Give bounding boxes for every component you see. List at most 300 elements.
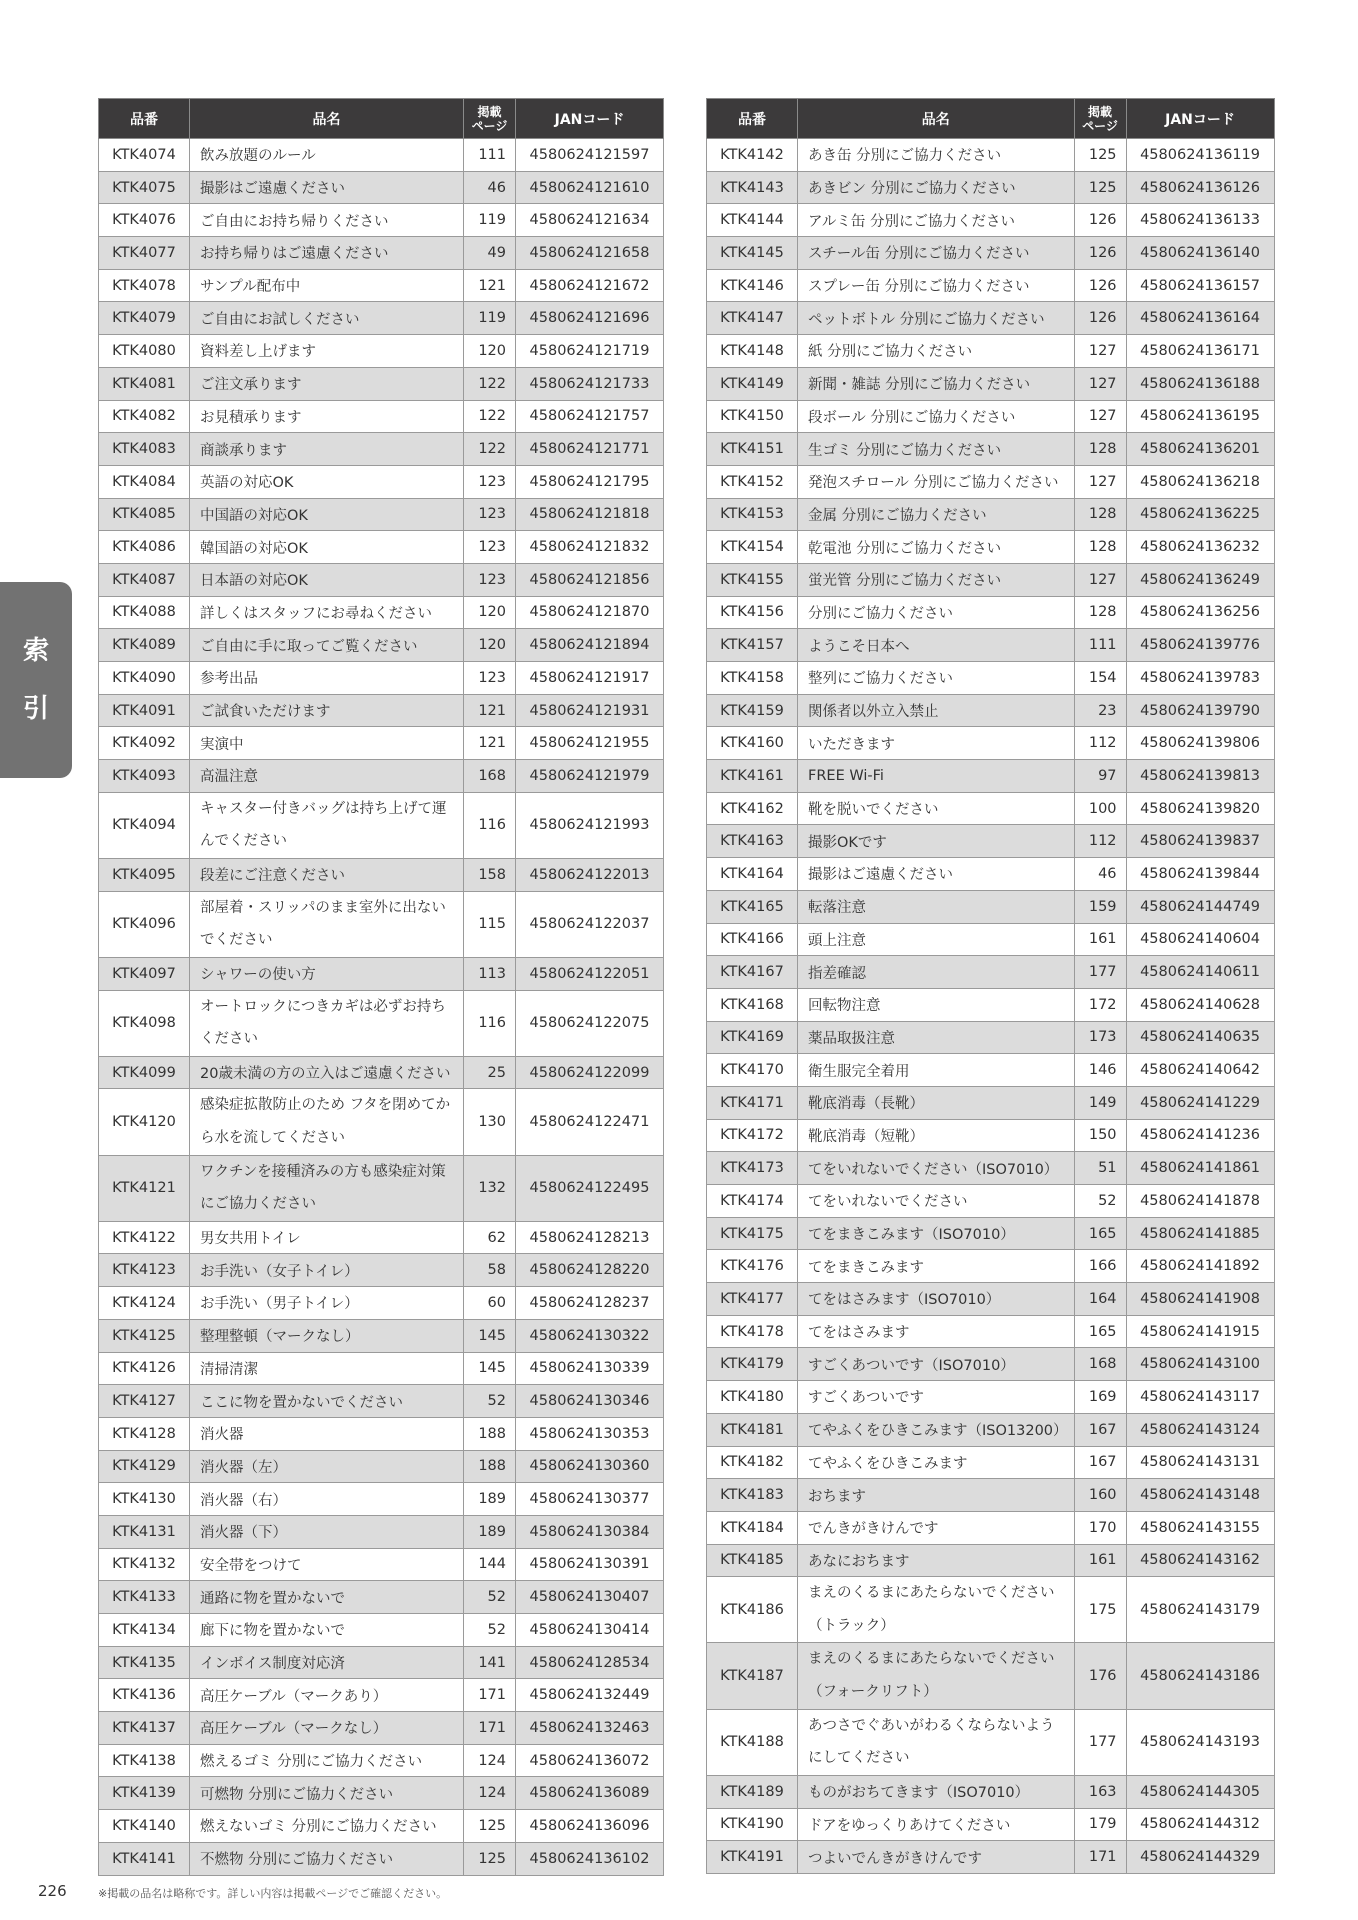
cell-page: 126 [1074, 237, 1126, 270]
table-header-row [707, 99, 1275, 139]
cell-page: 169 [1074, 1381, 1126, 1414]
cell-page: 127 [1074, 367, 1126, 400]
cell-code: KTK4172 [707, 1119, 798, 1152]
cell-code: KTK4174 [707, 1185, 798, 1218]
cell-jan: 4580624121696 [516, 302, 664, 335]
cell-page: 177 [1074, 1709, 1126, 1775]
cell-page: 123 [464, 531, 516, 564]
table-row [99, 1842, 664, 1875]
cell-name: 可燃物 分別にご協力ください [190, 1777, 464, 1810]
cell-name: 消火器（右） [190, 1483, 464, 1516]
cell-page: 171 [1074, 1841, 1126, 1874]
cell-jan: 4580624121832 [516, 531, 664, 564]
cell-name: シャワーの使い方 [190, 957, 464, 990]
cell-page: 123 [464, 662, 516, 695]
table-row [707, 1021, 1275, 1054]
cell-page: 120 [464, 629, 516, 662]
cell-code: KTK4129 [99, 1450, 190, 1483]
cell-page: 115 [464, 891, 516, 957]
cell-code: KTK4082 [99, 400, 190, 433]
cell-jan: 4580624143148 [1126, 1479, 1274, 1512]
cell-code: KTK4085 [99, 498, 190, 531]
table-row [707, 1086, 1275, 1119]
cell-name: 撮影はご遠慮ください [190, 171, 464, 204]
cell-jan: 4580624136249 [1126, 563, 1274, 596]
cell-code: KTK4148 [707, 335, 798, 368]
cell-jan: 4580624130407 [516, 1581, 664, 1614]
cell-jan: 4580624130322 [516, 1319, 664, 1352]
table-row [707, 1775, 1275, 1808]
cell-jan: 4580624136096 [516, 1810, 664, 1843]
cell-jan: 4580624121771 [516, 433, 664, 466]
cell-page: 159 [1074, 890, 1126, 923]
cell-name: ようこそ日本へ [798, 629, 1075, 662]
table-row [707, 662, 1275, 695]
cell-code: KTK4187 [707, 1643, 798, 1709]
cell-code: KTK4126 [99, 1352, 190, 1385]
cell-code: KTK4141 [99, 1842, 190, 1875]
cell-name: 回転物注意 [798, 988, 1075, 1021]
table-row [707, 433, 1275, 466]
cell-name: スチール缶 分別にご協力ください [798, 237, 1075, 270]
table-row [99, 792, 664, 858]
cell-name: 20歳未満の方の立入はご遠慮ください [190, 1056, 464, 1089]
cell-name: 男女共用トイレ [190, 1221, 464, 1254]
table-row [99, 367, 664, 400]
cell-code: KTK4092 [99, 727, 190, 760]
cell-page: 171 [464, 1679, 516, 1712]
cell-name: ご自由にお持ち帰りください [190, 204, 464, 237]
table-row [707, 1348, 1275, 1381]
table-row [707, 1511, 1275, 1544]
cell-name: 商談承ります [190, 433, 464, 466]
cell-name: 燃えるゴミ 分別にご協力ください [190, 1744, 464, 1777]
cell-code: KTK4138 [99, 1744, 190, 1777]
cell-page: 177 [1074, 956, 1126, 989]
cell-code: KTK4156 [707, 596, 798, 629]
cell-page: 128 [1074, 433, 1126, 466]
table-row [99, 694, 664, 727]
cell-code: KTK4097 [99, 957, 190, 990]
table-row [707, 171, 1275, 204]
table-row [707, 1643, 1275, 1709]
cell-page: 126 [1074, 269, 1126, 302]
table-row [707, 400, 1275, 433]
table-row [707, 858, 1275, 891]
cell-name: ご試食いただけます [190, 694, 464, 727]
table-row [99, 1221, 664, 1254]
table-row [707, 760, 1275, 793]
table-row [707, 1315, 1275, 1348]
cell-jan: 4580624121733 [516, 367, 664, 400]
cell-code: KTK4165 [707, 890, 798, 923]
cell-name: 飲み放題のルール [190, 139, 464, 172]
cell-jan: 4580624136225 [1126, 498, 1274, 531]
cell-name: 不燃物 分別にご協力ください [190, 1842, 464, 1875]
cell-code: KTK4140 [99, 1810, 190, 1843]
cell-code: KTK4133 [99, 1581, 190, 1614]
table-row [99, 957, 664, 990]
cell-page: 145 [464, 1352, 516, 1385]
cell-code: KTK4152 [707, 465, 798, 498]
cell-page: 161 [1074, 923, 1126, 956]
cell-code: KTK4188 [707, 1709, 798, 1775]
cell-code: KTK4080 [99, 335, 190, 368]
cell-jan: 4580624122051 [516, 957, 664, 990]
table-row [99, 498, 664, 531]
table-row [707, 1250, 1275, 1283]
cell-name: 参考出品 [190, 662, 464, 695]
cell-jan: 4580624144749 [1126, 890, 1274, 923]
page-number: 226 [38, 1882, 67, 1900]
cell-page: 97 [1074, 760, 1126, 793]
table-row [99, 1089, 664, 1155]
cell-name: あつさでぐあいがわるくならないようにしてください [798, 1709, 1075, 1775]
table-row [707, 727, 1275, 760]
cell-name: 転落注意 [798, 890, 1075, 923]
table-row [99, 1777, 664, 1810]
cell-name: スプレー缶 分別にご協力ください [798, 269, 1075, 302]
table-row [99, 433, 664, 466]
cell-jan: 4580624143155 [1126, 1511, 1274, 1544]
cell-code: KTK4093 [99, 760, 190, 793]
cell-page: 116 [464, 990, 516, 1056]
cell-jan: 4580624139820 [1126, 792, 1274, 825]
cell-page: 52 [1074, 1185, 1126, 1218]
cell-jan: 4580624130414 [516, 1614, 664, 1647]
cell-page: 120 [464, 335, 516, 368]
cell-page: 62 [464, 1221, 516, 1254]
table-row [707, 792, 1275, 825]
header-name: 品名 [190, 99, 464, 139]
cell-page: 161 [1074, 1544, 1126, 1577]
header-code: 品番 [707, 99, 798, 139]
cell-page: 121 [464, 727, 516, 760]
cell-jan: 4580624130353 [516, 1417, 664, 1450]
cell-code: KTK4164 [707, 858, 798, 891]
cell-code: KTK4173 [707, 1152, 798, 1185]
cell-name: 整理整頓（マークなし） [190, 1319, 464, 1352]
header-page-label: 掲載 ページ [1082, 104, 1118, 133]
cell-jan: 4580624121719 [516, 335, 664, 368]
cell-jan: 4580624141878 [1126, 1185, 1274, 1218]
table-row [99, 400, 664, 433]
cell-page: 176 [1074, 1643, 1126, 1709]
table-row [99, 563, 664, 596]
table-row [99, 891, 664, 957]
cell-jan: 4580624121917 [516, 662, 664, 695]
cell-name: お持ち帰りはご遠慮ください [190, 237, 464, 270]
table-row [707, 1544, 1275, 1577]
table-row [707, 1381, 1275, 1414]
cell-code: KTK4175 [707, 1217, 798, 1250]
cell-page: 170 [1074, 1511, 1126, 1544]
cell-code: KTK4087 [99, 563, 190, 596]
cell-jan: 4580624139837 [1126, 825, 1274, 858]
cell-name: 高温注意 [190, 760, 464, 793]
table-row [707, 1283, 1275, 1316]
cell-name: てをはさみます（ISO7010） [798, 1283, 1075, 1316]
cell-page: 146 [1074, 1054, 1126, 1087]
cell-name: いただきます [798, 727, 1075, 760]
table-row [99, 269, 664, 302]
cell-name: 靴を脱いでください [798, 792, 1075, 825]
header-page [1074, 99, 1126, 139]
cell-jan: 4580624121795 [516, 465, 664, 498]
cell-code: KTK4077 [99, 237, 190, 270]
cell-name: ご自由に手に取ってご覧ください [190, 629, 464, 662]
cell-page: 128 [1074, 531, 1126, 564]
footnote: ※掲載の品名は略称です。詳しい内容は掲載ページでご確認ください。 [98, 1887, 448, 1900]
cell-name: 詳しくはスタッフにお尋ねください [190, 596, 464, 629]
table-row [99, 139, 664, 172]
cell-page: 123 [464, 465, 516, 498]
cell-page: 163 [1074, 1775, 1126, 1808]
table-row [707, 825, 1275, 858]
cell-name: 紙 分別にご協力ください [798, 335, 1075, 368]
table-row [707, 139, 1275, 172]
table-row [99, 1515, 664, 1548]
side-tab-char-1: 索 [22, 636, 49, 666]
cell-code: KTK4088 [99, 596, 190, 629]
cell-code: KTK4147 [707, 302, 798, 335]
cell-name: てやふくをひきこみます（ISO13200） [798, 1413, 1075, 1446]
cell-jan: 4580624121672 [516, 269, 664, 302]
table-row [99, 237, 664, 270]
cell-page: 46 [1074, 858, 1126, 891]
cell-page: 167 [1074, 1446, 1126, 1479]
cell-page: 165 [1074, 1315, 1126, 1348]
cell-jan: 4580624143193 [1126, 1709, 1274, 1775]
cell-code: KTK4130 [99, 1483, 190, 1516]
cell-jan: 4580624143186 [1126, 1643, 1274, 1709]
cell-jan: 4580624130377 [516, 1483, 664, 1516]
cell-page: 122 [464, 400, 516, 433]
cell-name: あき缶 分別にご協力ください [798, 139, 1075, 172]
table-row [99, 662, 664, 695]
index-side-tab [0, 582, 72, 778]
cell-name: 撮影OKです [798, 825, 1075, 858]
cell-jan: 4580624122099 [516, 1056, 664, 1089]
cell-name: 実演中 [190, 727, 464, 760]
cell-name: てをまきこみます [798, 1250, 1075, 1283]
cell-code: KTK4095 [99, 858, 190, 891]
cell-name: 衛生服完全着用 [798, 1054, 1075, 1087]
cell-code: KTK4075 [99, 171, 190, 204]
cell-name: 高圧ケーブル（マークなし） [190, 1712, 464, 1745]
cell-code: KTK4189 [707, 1775, 798, 1808]
cell-name: すごくあついです [798, 1381, 1075, 1414]
cell-page: 127 [1074, 563, 1126, 596]
cell-page: 121 [464, 694, 516, 727]
cell-jan: 4580624121856 [516, 563, 664, 596]
table-row [99, 465, 664, 498]
cell-code: KTK4153 [707, 498, 798, 531]
cell-name: てをはさみます [798, 1315, 1075, 1348]
table-row [707, 1577, 1275, 1643]
cell-code: KTK4158 [707, 662, 798, 695]
cell-jan: 4580624143117 [1126, 1381, 1274, 1414]
cell-page: 128 [1074, 596, 1126, 629]
cell-code: KTK4155 [707, 563, 798, 596]
table-row [707, 629, 1275, 662]
cell-code: KTK4099 [99, 1056, 190, 1089]
table-row [99, 531, 664, 564]
cell-page: 168 [1074, 1348, 1126, 1381]
cell-code: KTK4079 [99, 302, 190, 335]
cell-name: 発泡スチロール 分別にご協力ください [798, 465, 1075, 498]
cell-code: KTK4178 [707, 1315, 798, 1348]
cell-name: インボイス制度対応済 [190, 1646, 464, 1679]
cell-name: サンプル配布中 [190, 269, 464, 302]
cell-page: 25 [464, 1056, 516, 1089]
cell-name: 分別にご協力ください [798, 596, 1075, 629]
cell-name: 韓国語の対応OK [190, 531, 464, 564]
cell-name: 指差確認 [798, 956, 1075, 989]
cell-code: KTK4084 [99, 465, 190, 498]
cell-jan: 4580624136089 [516, 1777, 664, 1810]
table-row [707, 269, 1275, 302]
cell-jan: 4580624139790 [1126, 694, 1274, 727]
cell-name: 中国語の対応OK [190, 498, 464, 531]
cell-page: 132 [464, 1155, 516, 1221]
cell-name: 廊下に物を置かないで [190, 1614, 464, 1647]
table-row [99, 629, 664, 662]
cell-page: 165 [1074, 1217, 1126, 1250]
cell-page: 127 [1074, 335, 1126, 368]
cell-page: 149 [1074, 1086, 1126, 1119]
table-row [99, 1548, 664, 1581]
cell-jan: 4580624121818 [516, 498, 664, 531]
header-code: 品番 [99, 99, 190, 139]
cell-code: KTK4094 [99, 792, 190, 858]
table-row [99, 1483, 664, 1516]
cell-jan: 4580624136188 [1126, 367, 1274, 400]
cell-name: お見積承ります [190, 400, 464, 433]
cell-code: KTK4183 [707, 1479, 798, 1512]
side-tab-char-2: 引 [22, 694, 49, 724]
cell-jan: 4580624121610 [516, 171, 664, 204]
cell-code: KTK4124 [99, 1287, 190, 1320]
cell-name: ドアをゆっくりあけてください [798, 1808, 1075, 1841]
cell-page: 126 [1074, 302, 1126, 335]
cell-jan: 4580624121931 [516, 694, 664, 727]
cell-page: 145 [464, 1319, 516, 1352]
cell-code: KTK4096 [99, 891, 190, 957]
table-row [707, 694, 1275, 727]
table-row [707, 1152, 1275, 1185]
table-row [707, 1446, 1275, 1479]
cell-name: ワクチンを接種済みの方も感染症対策にご協力ください [190, 1155, 464, 1221]
cell-code: KTK4180 [707, 1381, 798, 1414]
table-row [707, 498, 1275, 531]
cell-name: あなにおちます [798, 1544, 1075, 1577]
cell-page: 175 [1074, 1577, 1126, 1643]
table-row [707, 1217, 1275, 1250]
table-row [99, 1614, 664, 1647]
cell-jan: 4580624136164 [1126, 302, 1274, 335]
cell-code: KTK4167 [707, 956, 798, 989]
table-row [707, 563, 1275, 596]
cell-jan: 4580624136218 [1126, 465, 1274, 498]
cell-jan: 4580624130339 [516, 1352, 664, 1385]
cell-name: ペットボトル 分別にご協力ください [798, 302, 1075, 335]
table-row [707, 988, 1275, 1021]
cell-name: FREE Wi-Fi [798, 760, 1075, 793]
cell-jan: 4580624139844 [1126, 858, 1274, 891]
table-row [99, 302, 664, 335]
cell-name: 乾電池 分別にご協力ください [798, 531, 1075, 564]
cell-code: KTK4120 [99, 1089, 190, 1155]
cell-code: KTK4078 [99, 269, 190, 302]
cell-name: 金属 分別にご協力ください [798, 498, 1075, 531]
cell-name: てをいれないでください [798, 1185, 1075, 1218]
table-row [707, 237, 1275, 270]
cell-page: 113 [464, 957, 516, 990]
cell-page: 111 [1074, 629, 1126, 662]
cell-code: KTK4186 [707, 1577, 798, 1643]
table-row [99, 1385, 664, 1418]
cell-name: ご自由にお試しください [190, 302, 464, 335]
cell-code: KTK4169 [707, 1021, 798, 1054]
cell-code: KTK4185 [707, 1544, 798, 1577]
cell-jan: 4580624122075 [516, 990, 664, 1056]
cell-jan: 4580624130391 [516, 1548, 664, 1581]
cell-code: KTK4191 [707, 1841, 798, 1874]
cell-code: KTK4076 [99, 204, 190, 237]
cell-page: 125 [1074, 139, 1126, 172]
cell-page: 23 [1074, 694, 1126, 727]
cell-name: 日本語の対応OK [190, 563, 464, 596]
cell-code: KTK4151 [707, 433, 798, 466]
cell-page: 121 [464, 269, 516, 302]
cell-jan: 4580624122013 [516, 858, 664, 891]
cell-jan: 4580624143179 [1126, 1577, 1274, 1643]
cell-page: 189 [464, 1483, 516, 1516]
cell-page: 51 [1074, 1152, 1126, 1185]
table-row [99, 1581, 664, 1614]
table-row [99, 1417, 664, 1450]
cell-jan: 4580624128534 [516, 1646, 664, 1679]
cell-page: 128 [1074, 498, 1126, 531]
cell-name: アルミ缶 分別にご協力ください [798, 204, 1075, 237]
cell-code: KTK4132 [99, 1548, 190, 1581]
cell-page: 188 [464, 1417, 516, 1450]
cell-code: KTK4160 [707, 727, 798, 760]
cell-jan: 4580624141229 [1126, 1086, 1274, 1119]
cell-jan: 4580624140611 [1126, 956, 1274, 989]
cell-code: KTK4170 [707, 1054, 798, 1087]
cell-jan: 4580624136072 [516, 1744, 664, 1777]
cell-page: 171 [464, 1712, 516, 1745]
cell-name: 英語の対応OK [190, 465, 464, 498]
cell-code: KTK4142 [707, 139, 798, 172]
cell-page: 58 [464, 1254, 516, 1287]
table-row [99, 1319, 664, 1352]
cell-jan: 4580624143100 [1126, 1348, 1274, 1381]
cell-page: 166 [1074, 1250, 1126, 1283]
cell-name: お手洗い（女子トイレ） [190, 1254, 464, 1287]
cell-jan: 4580624143162 [1126, 1544, 1274, 1577]
table-row [99, 760, 664, 793]
index-table-left [98, 98, 664, 1876]
cell-code: KTK4143 [707, 171, 798, 204]
table-row [99, 990, 664, 1056]
cell-name: てをまきこみます（ISO7010） [798, 1217, 1075, 1250]
cell-page: 125 [1074, 171, 1126, 204]
cell-jan: 4580624121979 [516, 760, 664, 793]
cell-jan: 4580624128213 [516, 1221, 664, 1254]
